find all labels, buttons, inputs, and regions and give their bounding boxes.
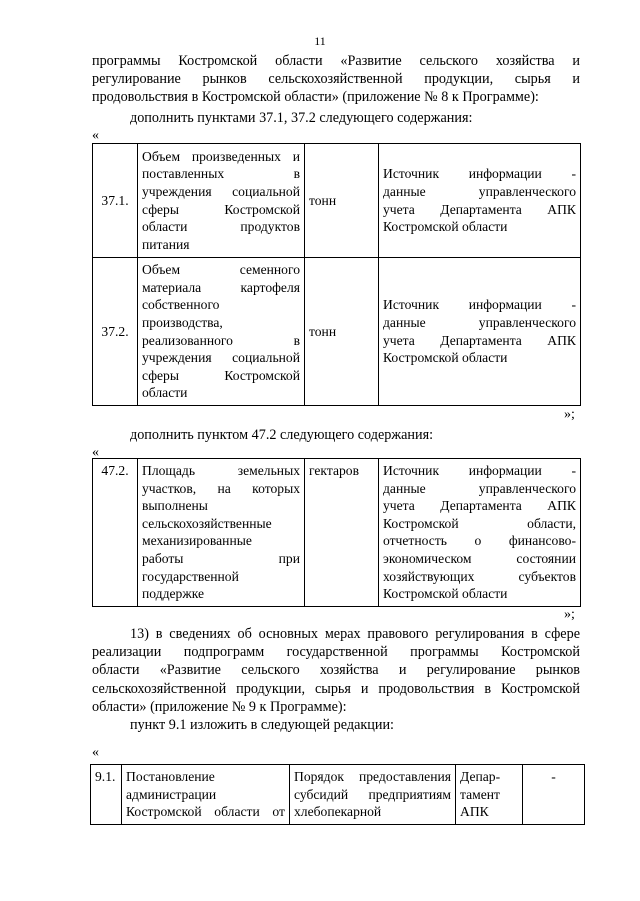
deadline: - <box>523 765 585 825</box>
section-13-line: реализации подпрограмм государственной программы Костромской <box>92 644 580 661</box>
unit: гектаров <box>305 459 379 607</box>
responsible-executor <box>456 765 523 825</box>
section-13-line: области» (приложение № 9 к Программе): <box>92 698 347 715</box>
source-line: Костромской области <box>383 219 508 235</box>
desc-line: субсидий предприятиям <box>294 786 451 802</box>
name-line: поддержке <box>142 586 205 602</box>
indicator-name <box>138 144 305 258</box>
name-line: реализованного в <box>142 332 300 348</box>
desc-line: Порядок предоставления <box>294 769 451 784</box>
indicator-name <box>138 258 305 406</box>
table-regulation-9-1 <box>90 764 585 825</box>
source-line: данные управленческого <box>383 314 576 330</box>
source-line: учета Департамента АПК <box>383 201 576 217</box>
section-13-line: области «Развитие сельского хозяйства и регулирование рынков <box>92 662 580 679</box>
table-row <box>93 144 581 258</box>
name-line: области продуктов <box>142 219 300 235</box>
source-line: Костромской области <box>383 350 508 366</box>
table-row <box>93 258 581 406</box>
desc-line: хлебопекарной <box>294 804 382 820</box>
name-line: Объем произведенных и <box>142 148 300 164</box>
name-line: государственной <box>142 568 239 584</box>
table-indicator-47 <box>92 458 581 607</box>
source-line: Костромской области, <box>383 515 576 531</box>
name-line: выполнены <box>142 498 208 514</box>
exec-line: Депар- <box>460 769 501 784</box>
name-line: сферы Костромской <box>142 367 300 383</box>
name-line: материала картофеля <box>142 279 300 295</box>
table-indicators-37 <box>92 143 581 406</box>
table-row <box>93 459 581 607</box>
name-line: области <box>142 385 188 401</box>
name-line: Костромской области от <box>126 804 285 820</box>
source-line: данные управленческого <box>383 480 576 496</box>
data-source <box>379 144 581 258</box>
source-line: хозяйствующих субъектов <box>383 568 576 584</box>
source-line: учета Департамента АПК <box>383 498 576 514</box>
exec-line: АПК <box>460 804 489 820</box>
intro-paragraph <box>92 52 580 107</box>
name-line: учреждения социальной <box>142 183 300 199</box>
indicator-name <box>138 459 305 607</box>
name-line: Объем семенного <box>142 262 300 278</box>
open-quote: « <box>92 445 99 460</box>
intro-line: продовольствия в Костромской области» (приложение № 8 к Программе): <box>92 89 539 106</box>
close-quote: »; <box>564 607 575 622</box>
source-line: экономическом состоянии <box>383 550 576 566</box>
intro-line: регулирование рынков сельскохозяйственной продукции, сырья и <box>92 71 580 88</box>
name-line: Постановление <box>126 769 215 784</box>
name-line: производства, <box>142 314 223 330</box>
name-line: собственного <box>142 297 220 313</box>
source-line: Костромской области <box>383 586 508 602</box>
name-line: механизированные <box>142 533 252 549</box>
intro-line: программы Костромской области «Развитие сельского хозяйства и <box>92 53 580 69</box>
data-source <box>379 258 581 406</box>
regulation-description <box>290 765 456 825</box>
source-line: Источник информации - <box>383 166 576 182</box>
row-number: 37.2. <box>93 258 138 406</box>
open-quote: « <box>92 745 99 760</box>
source-line: отчетность о финансово- <box>383 533 576 549</box>
section-13-line: сельскохозяйственной продукции, сырья и продовольствия в Костромской <box>92 680 580 697</box>
instruction-3: пункт 9.1 изложить в следующей редакции: <box>130 717 394 733</box>
name-line: участков, на которых <box>142 480 300 496</box>
table-row <box>91 765 585 825</box>
open-quote: « <box>92 128 99 143</box>
page-number: 11 <box>314 34 326 48</box>
name-line: сферы Костромской <box>142 201 300 217</box>
exec-line: тамент <box>460 786 500 802</box>
instruction-2: дополнить пунктом 47.2 следующего содержания: <box>130 427 434 443</box>
source-line: Источник информации - <box>383 297 576 313</box>
row-number: 47.2. <box>93 459 138 607</box>
source-line: учета Департамента АПК <box>383 332 576 348</box>
name-line: учреждения социальной <box>142 350 300 366</box>
close-quote: »; <box>564 407 575 422</box>
name-line: Площадь земельных <box>142 463 300 478</box>
row-number: 37.1. <box>93 144 138 258</box>
section-13-paragraph <box>92 625 580 716</box>
source-line: Источник информации - <box>383 463 576 478</box>
name-line: поставленных в <box>142 166 300 182</box>
name-line: администрации <box>126 786 217 802</box>
row-number: 9.1. <box>91 765 122 825</box>
unit: тонн <box>305 144 379 258</box>
section-13-line: 13) в сведениях об основных мерах правового регулирования в сфере <box>130 626 580 642</box>
unit: тонн <box>305 258 379 406</box>
source-line: данные управленческого <box>383 183 576 199</box>
name-line: питания <box>142 236 190 252</box>
name-line: сельскохозяйственные <box>142 515 272 531</box>
instruction-1: дополнить пунктами 37.1, 37.2 следующего содержания: <box>130 110 473 126</box>
name-line: работы при <box>142 550 300 566</box>
regulation-name <box>122 765 290 825</box>
data-source <box>379 459 581 607</box>
